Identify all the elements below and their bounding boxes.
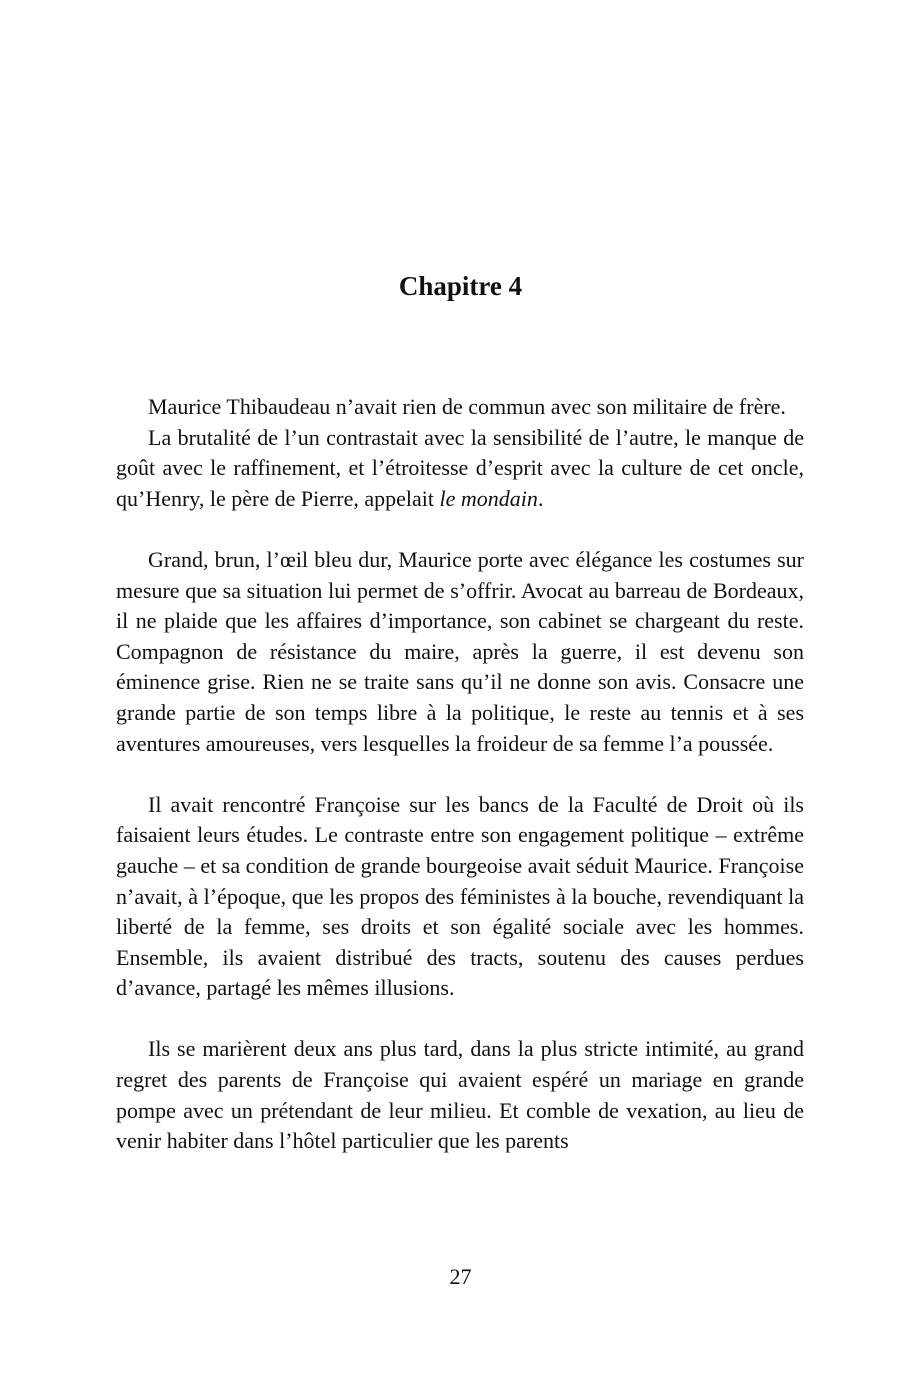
paragraph-2-end: . (537, 485, 544, 511)
chapter-title: Chapitre 4 (398, 271, 523, 301)
paragraph-2-emphasis: le mondain (439, 485, 538, 511)
paragraph-5: Ils se marièrent deux ans plus tard, dans la plus stricte intimité, au grand regret des parents de Françoise qui avaient espéré un mariage en grande pompe avec un prétendant de leur milieu. Et comble de vexation, au lieu de venir habiter dans l’hôtel particulier que les parents (116, 1036, 804, 1154)
paragraph-4: Il avait rencontré Françoise sur les bancs de la Faculté de Droit où ils faisaient leurs études. Le contraste entre son engagement politique – extrême gauche – et sa condition de grande bourgeoise avait séduit Maurice. Françoise n’avait, à l’époque, que les propos des féministes à la bouche, revendiquant la liberté de la femme, ses droits et son égalité sociale avec les hommes. Ensemble, ils avaient distribué des tracts, soutenu des causes perdues d’avance, partagé les mêmes illusions. (116, 791, 804, 1001)
page-number: 27 (449, 1264, 472, 1289)
paragraph-2 (116, 423, 804, 515)
paragraph-1: Maurice Thibaudeau n’avait rien de commun avec son militaire de frère. (148, 394, 786, 419)
paragraph-3: Grand, brun, l’œil bleu dur, Maurice porte avec élégance les costumes sur mesure que sa situation lui permet de s’offrir. Avocat au barreau de Bordeaux, il ne plaide que les affaires d’importance, son cabinet se chargeant du reste. Compagnon de résistance du maire, après la guerre, il est devenu son éminence grise. Rien ne se traite sans qu’il ne donne son avis. Consacre une grande partie de son temps libre à la politique, le reste au tennis et à ses aventures amoureuses, vers lesquelles la froideur de sa femme l’a poussée. (116, 546, 804, 756)
paragraph-2-text: La brutalité de l’un contrastait avec la sensibilité de l’autre, le manque de goût avec le raffinement, et l’étroitesse d’esprit avec la culture de cet oncle, qu’Henry, le père de Pierre, appelait (116, 424, 804, 511)
body-text (116, 392, 804, 1157)
